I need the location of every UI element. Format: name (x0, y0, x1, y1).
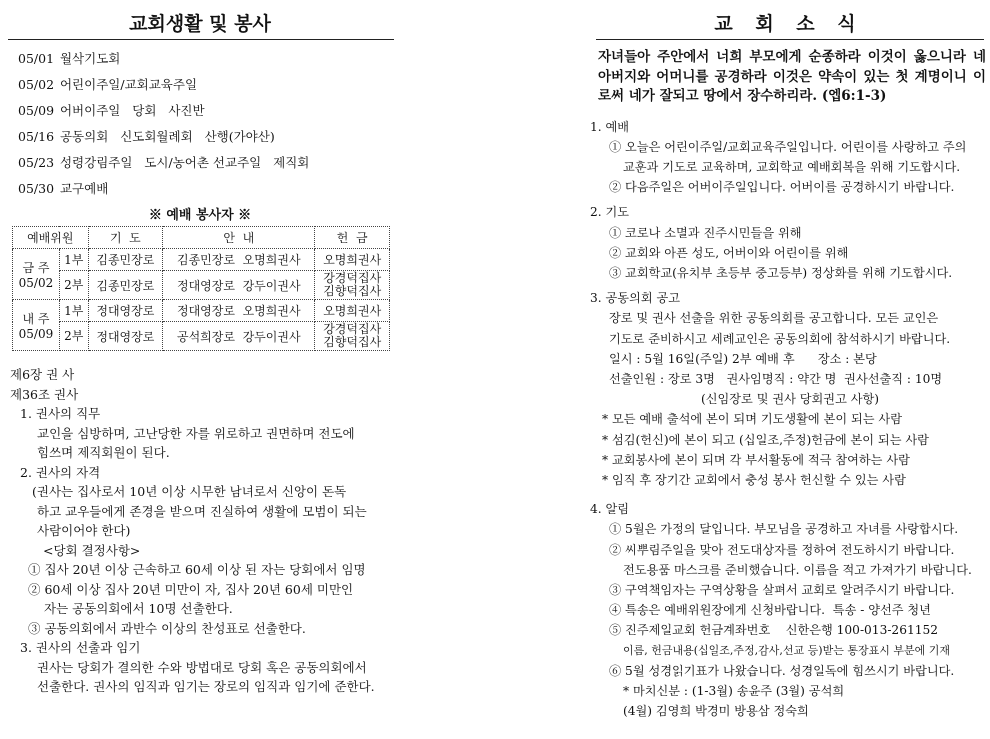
schedule-text: 월삭기도회 (59, 51, 121, 66)
notice-line: * 마치신분 : (1-3월) 송윤주 (3월) 공석희 (623, 683, 845, 698)
church-news-title: 교 회 소 식 (714, 13, 864, 35)
part: 2부 (59, 271, 88, 300)
article-item-body: 사람이어야 한다) (37, 523, 131, 538)
table-row (13, 249, 390, 271)
worship-line: 교훈과 기도로 교육하며, 교회학교 예배회복을 위해 기도합시다. (623, 159, 961, 174)
left-column (0, 0, 400, 697)
week-label (13, 300, 60, 351)
article-item-body: (권사는 집사로서 10년 이상 시무한 남녀로서 신앙이 돈독 (32, 484, 347, 499)
schedule-date: 05/30 (18, 181, 55, 196)
table-header-row (13, 227, 390, 249)
article-item-head: 2. 권사의 자격 (20, 464, 101, 480)
guide-people: 공석희장로 강두이권사 (163, 322, 315, 351)
assembly-line: 기도로 준비하시고 세례교인은 공동의회에 참석하시기 바랍니다. (609, 331, 951, 346)
schedule-text: 교구예배 (59, 181, 109, 196)
offering-person: 김향덕집사 (323, 284, 382, 298)
prayer-line: ② 교회와 아픈 성도, 어버이와 어린이를 위해 (609, 245, 849, 260)
notice-line: ① 5월은 가정의 달입니다. 부모님을 공경하고 자녀를 사랑합시다. (609, 522, 959, 537)
table-row (13, 300, 390, 322)
prayer-person: 정대영장로 (88, 300, 163, 322)
offering-person: 강경덕집사 (323, 322, 382, 336)
decision-heading: <당회 결정사항> (43, 542, 141, 558)
header-guide: 안 내 (163, 227, 315, 249)
article-item-body: 권사는 당회가 결의한 수와 방법대로 당회 혹은 공동의회에서 (37, 659, 367, 675)
news-list (590, 117, 990, 722)
deaconess-article (10, 365, 400, 697)
article-item-head: 1. 권사의 직무 (20, 406, 101, 421)
header-committee: 예배위원 (13, 227, 89, 249)
notice-line: ⑥ 5월 성경읽기표가 나왔습니다. 성경일독에 힘쓰시기 바랍니다. (609, 663, 955, 678)
guide-people: 김종민장로 오명희권사 (163, 249, 315, 271)
week-date: 05/02 (18, 275, 54, 290)
table-row (13, 271, 390, 300)
table-row (13, 322, 390, 351)
part: 1부 (59, 300, 88, 322)
part: 2부 (59, 322, 88, 351)
offering-people: 오명희권사 (315, 300, 390, 322)
decision-item: ③ 공동의회에서 과반수 이상의 찬성표로 선출한다. (28, 620, 306, 636)
week-name: 금 주 (22, 260, 50, 275)
prayer-person: 정대영장로 (88, 322, 163, 351)
article-item-body: 교인을 심방하며, 고난당한 자를 위로하고 권면하며 전도에 (37, 425, 355, 441)
assembly-bullet: * 교회봉사에 본이 되며 각 부서활동에 적극 참여하는 사람 (602, 452, 910, 467)
schedule-text: 공동의회 신도회월례회 산행(가야산) (59, 129, 275, 144)
notice-line: (4월) 김영희 박경미 방용삼 정숙희 (623, 704, 809, 719)
worship-heading: 1. 예배 (590, 119, 630, 134)
chapter-heading: 제6장 권 사 (10, 367, 75, 382)
schedule-row (18, 46, 400, 72)
title-divider (596, 39, 984, 40)
service-volunteers-heading: ※ 예배 봉사자 ※ (148, 208, 252, 223)
week-name: 내 주 (22, 311, 50, 326)
schedule-row (18, 98, 400, 124)
schedule-row (18, 176, 400, 202)
bible-verse: 자녀들아 주안에서 너희 부모에게 순종하라 이것이 옳으니라 네 아버지와 어머니를 공경하라 이것은 약속이 있는 첫 계명이니 이로써 네가 잘되고 땅에서 장수하리라. (엡6:1-3) (598, 49, 986, 104)
worship-line: ① 오늘은 어린이주일/교회교육주일입니다. 어린이를 사랑하고 주의 (609, 139, 967, 154)
guide-people: 정대영장로 오명희권사 (163, 300, 315, 322)
schedule-text: 어린이주일/교회교육주일 (59, 77, 198, 92)
assembly-bullet: * 모든 예배 출석에 본이 되며 기도생활에 본이 되는 사람 (602, 412, 902, 427)
assembly-note: (신임장로 및 권사 당회권고 사항) (700, 392, 880, 407)
notice-line: 이름, 헌금내용(십일조,주정,감사,선교 등)받는 통장표시 부분에 기재 (623, 643, 950, 657)
schedule-text: 성령강림주일 도시/농어촌 선교주일 제직회 (59, 155, 310, 170)
prayer-person: 김종민장로 (88, 249, 163, 271)
schedule-row (18, 150, 400, 176)
schedule-date: 05/16 (18, 129, 55, 144)
offering-people (315, 322, 390, 351)
schedule-date: 05/01 (18, 51, 55, 66)
schedule-row (18, 72, 400, 98)
assembly-bullet: * 임직 후 장기간 교회에서 충성 봉사 헌신할 수 있는 사람 (602, 472, 906, 487)
schedule-list (18, 46, 400, 202)
week-date: 05/09 (18, 326, 54, 341)
offering-person: 김향덕집사 (323, 335, 382, 349)
header-prayer: 기 도 (88, 227, 163, 249)
decision-item: ② 60세 이상 집사 20년 미만이 자, 집사 20년 60세 미만인 (28, 581, 354, 597)
decision-item: 자는 공동의회에서 10명 선출한다. (44, 601, 233, 616)
right-column (588, 0, 990, 721)
guide-people: 정대영장로 강두이권사 (163, 271, 315, 300)
schedule-date: 05/09 (18, 103, 55, 118)
article-item-body: 하고 교우들에게 존경을 받으며 진실하여 생활에 모범이 되는 (37, 503, 367, 519)
notice-line: 전도용품 마스크를 준비했습니다. 이름을 적고 가져가기 바랍니다. (623, 562, 972, 577)
assembly-line: 선출인원 : 장로 3명 권사임명직 : 약간 명 권사선출직 : 10명 (609, 371, 943, 386)
prayer-person: 김종민장로 (88, 271, 163, 300)
notice-line: ③ 구역책임자는 구역상황을 살펴서 교회로 알려주시기 바랍니다. (609, 582, 955, 597)
prayer-line: ③ 교회학교(유치부 초등부 중고등부) 정상화를 위해 기도합시다. (609, 265, 953, 280)
notice-line: ⑤ 진주제일교회 헌금계좌번호 신한은행 100-013-261152 (609, 623, 938, 638)
offering-person: 강경덕집사 (323, 271, 382, 285)
worship-line: ② 다음주일은 어버이주일입니다. 어버이를 공경하시기 바랍니다. (609, 180, 955, 195)
prayer-line: ① 코로나 소멸과 진주시민들을 위해 (609, 225, 802, 240)
header-offering: 헌 금 (315, 227, 390, 249)
week-label (13, 249, 60, 300)
notice-line: ④ 특송은 예배위원장에게 신청바랍니다. 특송 - 양선주 청년 (609, 603, 931, 618)
notice-line: ② 씨뿌림주일을 맞아 전도대상자를 정하여 전도하시기 바랍니다. (609, 542, 955, 557)
article-item-body: 힘쓰며 제직회원이 된다. (37, 445, 170, 460)
article-item-head: 3. 권사의 선출과 임기 (20, 640, 141, 655)
assembly-heading: 3. 공동의회 공고 (590, 291, 681, 306)
schedule-date: 05/02 (18, 77, 55, 92)
assembly-line: 일시 : 5월 16일(주일) 2부 예배 후 장소 : 본당 (609, 351, 877, 366)
section-heading: 제36조 권사 (10, 386, 79, 402)
assembly-line: 장로 및 권사 선출을 위한 공동의회를 공고합니다. 모든 교인은 (609, 311, 939, 326)
service-table (12, 226, 390, 351)
title-divider (8, 39, 394, 40)
notice-heading: 4. 알림 (590, 502, 630, 517)
schedule-text: 어버이주일 당회 사진반 (59, 103, 205, 118)
offering-people: 오명희권사 (315, 249, 390, 271)
assembly-bullet: * 섬김(헌신)에 본이 되고 (십일조,주정)헌금에 본이 되는 사람 (602, 432, 929, 447)
schedule-date: 05/23 (18, 155, 55, 170)
part: 1부 (59, 249, 88, 271)
prayer-heading: 2. 기도 (590, 205, 630, 220)
offering-people (315, 271, 390, 300)
decision-item: ① 집사 20년 이상 근속하고 60세 이상 된 자는 당회에서 임명 (28, 562, 366, 577)
schedule-row (18, 124, 400, 150)
church-life-title: 교회생활 및 봉사 (129, 13, 271, 35)
article-item-body: 선출한다. 권사의 임직과 임기는 장로의 임직과 임기에 준한다. (37, 679, 375, 694)
